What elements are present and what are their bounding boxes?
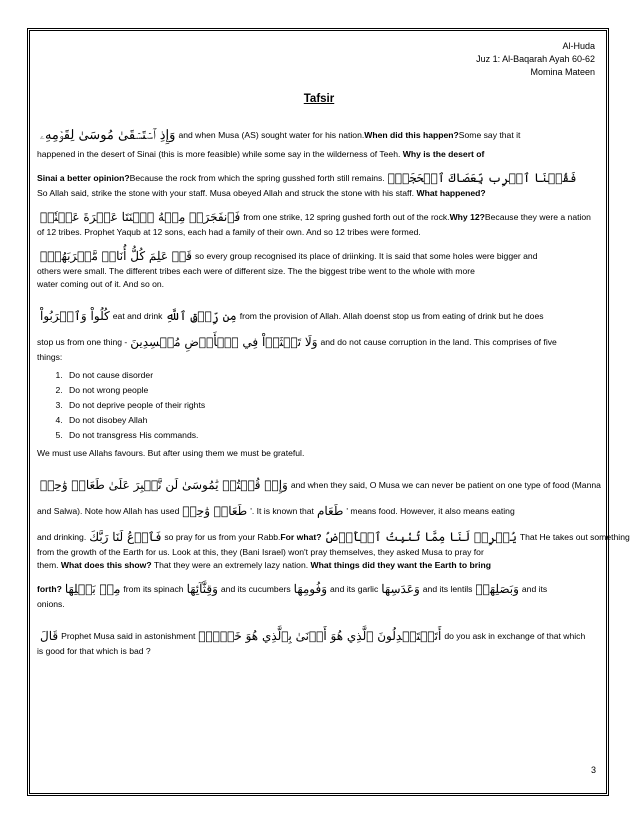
page-title: Tafsir bbox=[303, 93, 335, 105]
paragraph-line bbox=[37, 187, 602, 200]
text-span: and Salwa). Note how Allah has used bbox=[37, 506, 180, 516]
text-span: So Allah said, strike the stone with your staff. Musa obeyed Allah and struck the stone with his staff. bbox=[37, 188, 417, 198]
text-span: and its lentils bbox=[422, 584, 473, 594]
paragraph-line bbox=[37, 520, 630, 546]
bold-question: forth? bbox=[37, 584, 62, 594]
text-span: water coming out of it. And so on. bbox=[37, 279, 165, 289]
text-span: do you ask in exchange of that which bbox=[444, 631, 586, 641]
text-span: is good for that which is bad ? bbox=[37, 646, 151, 656]
arabic-verse: وَإِذۡ قُلۡتُمۡ يَٰمُوسَىٰ لَن نَّصۡبِرَ عَلَىٰ طَعَامٖ وَٰحِدٖ bbox=[40, 478, 288, 492]
paragraph-line bbox=[37, 278, 602, 291]
arabic-verse: فَٱدۡعُ لَنَا رَبَّكَ bbox=[89, 530, 162, 544]
arabic-word: وَقِثَّآئِهَا bbox=[186, 582, 218, 596]
paragraph-line bbox=[37, 447, 602, 460]
text-span: so pray for us from your Rabb. bbox=[164, 532, 281, 542]
header-author: Momina Mateen bbox=[530, 67, 595, 77]
bold-question: Sinai a better opinion? bbox=[37, 173, 130, 183]
header-org: Al-Huda bbox=[562, 41, 595, 51]
paragraph-line bbox=[37, 161, 602, 187]
text-span: from its spinach bbox=[123, 584, 184, 594]
arabic-word: طَعَامٖ وَٰحِدٖ bbox=[182, 504, 248, 518]
paragraph-line bbox=[37, 265, 602, 278]
text-span: That He takes out something bbox=[519, 532, 630, 542]
header-reference: Juz 1: Al-Baqarah Ayah 60-62 bbox=[476, 54, 595, 64]
text-span: and its cucumbers bbox=[220, 584, 291, 594]
paragraph-line bbox=[37, 645, 602, 658]
arabic-verse: قَدۡ عَلِمَ كُلُّ أُنَاسٖ مَّشۡرَبَهُمۡۖ bbox=[40, 249, 192, 263]
text-span: and do not cause corruption in the land. This comprises of five bbox=[320, 337, 557, 347]
bold-question: What happened? bbox=[416, 188, 486, 198]
text-span: We must use Allahs favours. But after using them we must be grateful. bbox=[37, 448, 305, 458]
arabic-word: طَعَام bbox=[316, 504, 344, 518]
text-span: stop us from one thing - bbox=[37, 337, 128, 347]
paragraph-line bbox=[37, 598, 602, 611]
paragraph-line bbox=[37, 148, 602, 161]
bold-question: What things did they want the Earth to bring bbox=[310, 560, 491, 570]
paragraph-line bbox=[37, 468, 602, 494]
text-span: from the growth of the Earth for us. Look at this, they (Bani Israel) won't pray themselves, they asked Musa to pray for bbox=[37, 547, 484, 557]
arabic-word: وَفُومِهَا bbox=[293, 582, 328, 596]
list-item: 2. Do not wrong people bbox=[65, 383, 602, 398]
text-span: and when Musa (AS) sought water for his nation. bbox=[178, 130, 365, 140]
text-span: That they were an extremely lazy nation. bbox=[151, 560, 311, 570]
text-span: ' means food. However, it also means eating bbox=[346, 506, 515, 516]
text-span: Prophet Musa said in astonishment bbox=[61, 631, 196, 641]
arabic-verse: أَتَسۡتَبۡدِلُونَ ٱلَّذِي هُوَ أَدۡنَىٰ بِٱلَّذِي هُوَ خَيۡرٌۚ bbox=[198, 629, 442, 643]
text-span: others were small. The different tribes each were of different size. The the biggest tribe went to the whole with more bbox=[37, 266, 475, 276]
text-span: Because they were a nation bbox=[484, 212, 591, 222]
arabic-word: وَبَصَلِهَاۖ bbox=[475, 582, 519, 596]
list-item: 3. Do not deprive people of their rights bbox=[65, 398, 602, 413]
paragraph-line bbox=[37, 299, 602, 325]
text-span: happened in the desert of Sinai (this is more feasible) while some say in the wilderness of Teeh. bbox=[37, 149, 403, 159]
document-header bbox=[476, 40, 595, 79]
arabic-verse: يُخۡرِجۡ لَنَا مِمَّا تُنۢبِتُ ٱلۡأَرۡضُ bbox=[324, 530, 517, 544]
paragraph-line bbox=[37, 200, 602, 226]
list-item: 4. Do not disobey Allah bbox=[65, 413, 602, 428]
paragraph-line bbox=[37, 118, 602, 144]
arabic-word: وَعَدَسِهَا bbox=[381, 582, 420, 596]
arabic-word: قَالَ bbox=[40, 629, 59, 643]
text-span: and its bbox=[521, 584, 548, 594]
arabic-verse: فَٱنفَجَرَتۡ مِنۡهُ ٱثۡنَتَا عَشۡرَةَ عَيۡنٗاۖ bbox=[40, 210, 241, 224]
paragraph-line bbox=[37, 351, 602, 364]
bold-question: When did this happen? bbox=[364, 130, 459, 140]
text-span: '. It is known that bbox=[250, 506, 314, 516]
paragraph-line bbox=[37, 239, 602, 265]
arabic-verse: كُلُواْ وَٱشۡرَبُواْ bbox=[40, 309, 110, 323]
arabic-verse: فَقُلۡنَا ٱضۡرِب بِّعَصَاكَ ٱلۡحَجَرَۖ bbox=[387, 171, 577, 185]
list-item: 1. Do not cause disorder bbox=[65, 368, 602, 383]
arabic-verse: وَإِذِ ٱسۡتَسۡقَىٰ مُوسَىٰ لِقَوۡمِهِۦ bbox=[40, 128, 176, 143]
text-span: so every group recognised its place of driinking. It is said that some holes were bigger and bbox=[194, 251, 538, 261]
tafsir-body bbox=[37, 118, 630, 658]
text-span: onions. bbox=[37, 599, 65, 609]
text-span: from one strike, 12 spring gushed forth out of the rock. bbox=[243, 212, 450, 222]
text-span: from the provision of Allah. Allah doenst stop us from eating of drink but he does bbox=[239, 311, 544, 321]
list-item: 5. Do not transgress His commands. bbox=[65, 428, 602, 443]
paragraph-line bbox=[37, 546, 602, 559]
paragraph-line bbox=[37, 325, 602, 351]
text-span: and drinking. bbox=[37, 532, 87, 542]
paragraph-line bbox=[37, 572, 602, 598]
text-span: them. bbox=[37, 560, 61, 570]
text-span: and its garlic bbox=[330, 584, 379, 594]
arabic-word: مِنۢ بَقۡلِهَا bbox=[64, 582, 121, 596]
arabic-verse: مِن رِّزۡقِ ٱللَّهِ bbox=[165, 309, 237, 323]
paragraph-line bbox=[37, 619, 602, 645]
paragraph-line bbox=[37, 494, 602, 520]
paragraph-line bbox=[37, 559, 602, 572]
bold-question: For what? bbox=[280, 532, 322, 542]
text-span: eat and drink bbox=[112, 311, 163, 321]
page-number: 3 bbox=[590, 765, 596, 775]
text-span: Because the rock from which the spring gusshed forth still remains. bbox=[129, 173, 385, 183]
bold-question: Why 12? bbox=[449, 212, 485, 222]
text-span: Some say that it bbox=[458, 130, 521, 140]
arabic-verse: وَلَا تَعۡثَوۡاْ فِي ٱلۡأَرۡضِ مُفۡسِدِينَ bbox=[130, 335, 318, 349]
text-span: of 12 tribes. Prophet Yaqub at 12 sons, each had a family of their own. And so 12 tribes were formed. bbox=[37, 227, 421, 237]
paragraph-line bbox=[37, 226, 602, 239]
text-span: things: bbox=[37, 352, 63, 362]
bold-question: Why is the desert of bbox=[402, 149, 485, 159]
bold-question: What does this show? bbox=[60, 560, 152, 570]
text-span: and when they said, O Musa we can never be patient on one type of food (Manna bbox=[290, 480, 601, 490]
five-things-list bbox=[37, 368, 602, 443]
